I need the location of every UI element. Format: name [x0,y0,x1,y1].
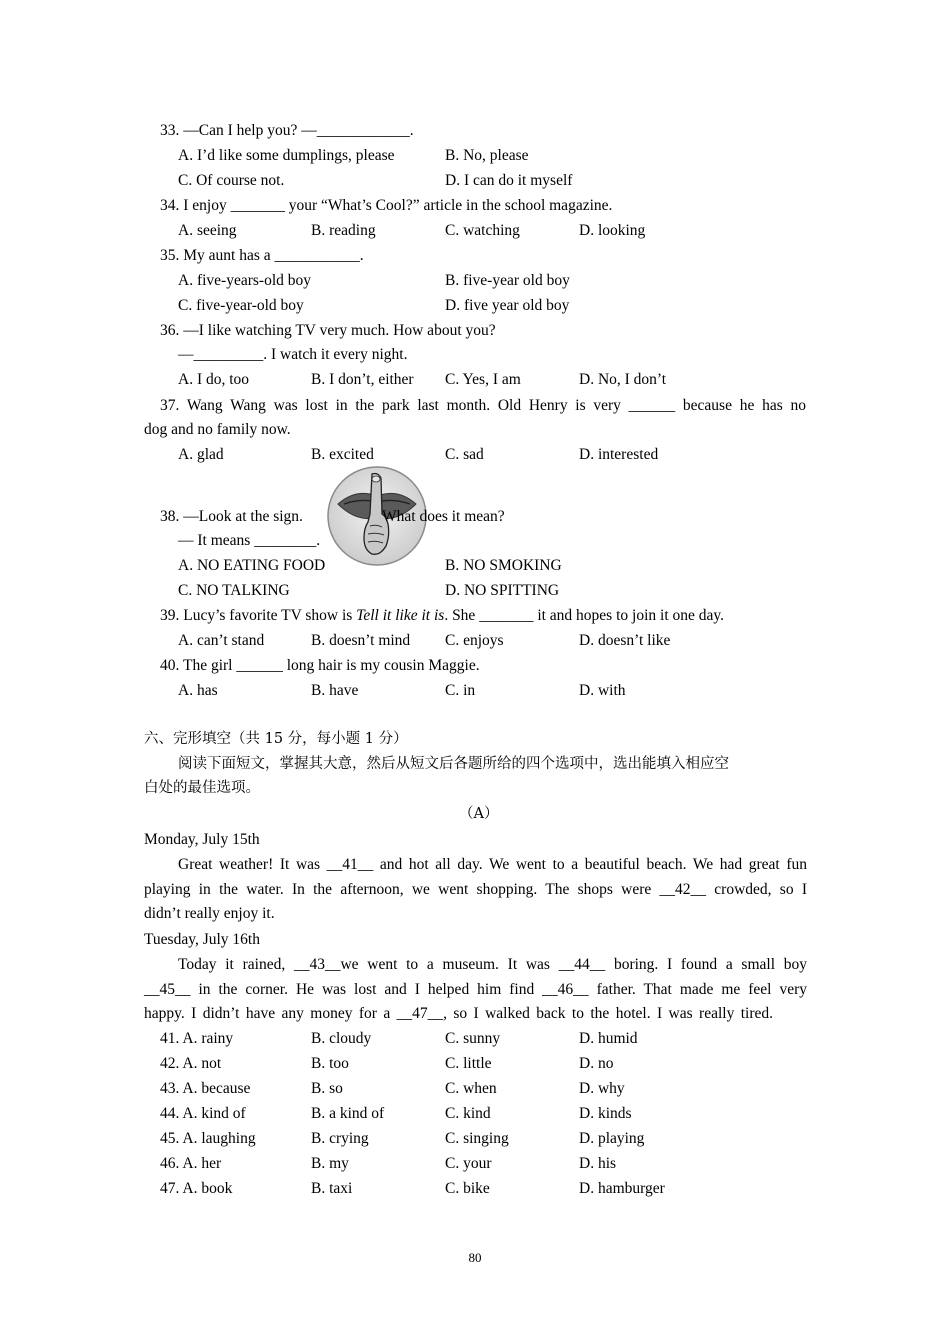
q35-option-a: A. five-years-old boy [178,272,311,289]
cloze-41-option-d: D. humid [579,1030,638,1047]
cloze-43-option-d: D. why [579,1080,625,1097]
cloze-45-option-c: C. singing [445,1130,509,1147]
cloze-45-option-a: 45. A. laughing [160,1130,256,1147]
q37-option-b: B. excited [311,446,374,463]
q35-option-b: B. five-year old boy [445,272,570,289]
q38-option-a: A. NO EATING FOOD [178,557,326,574]
passage-date-2: Tuesday, July 16th [144,931,260,948]
question-35-stem: 35. My aunt has a ___________. [160,247,364,264]
cloze-42-option-d: D. no [579,1055,614,1072]
q39-option-d: D. doesn’t like [579,632,671,649]
passage-p2-line-1: Today it rained, __43__we went to a museum. It was __44__ boring. I found a small boy [178,956,807,973]
question-36-reply: —_________. I watch it every night. [178,346,408,363]
q34-option-a: A. seeing [178,222,237,239]
q40-option-c: C. in [445,682,476,699]
q40-option-b: B. have [311,682,359,699]
q33-option-d: D. I can do it myself [445,172,573,189]
cloze-44-option-c: C. kind [445,1105,491,1122]
cloze-47-option-d: D. hamburger [579,1180,665,1197]
q37-option-d: D. interested [579,446,659,463]
passage-p2-line-2: __45__ in the corner. He was lost and I helped him find __46__ father. That made me feel very [144,981,807,998]
cloze-47-option-a: 47. A. book [160,1180,233,1197]
q38-option-d: D. NO SPITTING [445,582,560,599]
cloze-45-option-b: B. crying [311,1130,369,1147]
cloze-43-option-b: B. so [311,1080,343,1097]
q33-option-b: B. No, please [445,147,529,164]
q37-option-a: A. glad [178,446,224,463]
question-39-stem [160,605,724,627]
q36-option-c: C. Yes, I am [445,371,521,388]
q40-option-a: A. has [178,682,218,699]
question-37-stem: 37. Wang Wang was lost in the park last month. Old Henry is very ______ because he has no [160,397,806,414]
cloze-46-option-b: B. my [311,1155,349,1172]
cloze-41-option-c: C. sunny [445,1030,501,1047]
question-33-stem: 33. —Can I help you? —____________. [160,122,414,139]
section-6-heading: 六、完形填空（共 15 分，每小题 1 分） [144,731,408,747]
section-6-instruction-cont: 白处的最佳选项。 [144,780,260,796]
passage-p1-line-1: Great weather! It was __41__ and hot all day. We went to a beautiful beach. We had great fun [178,856,807,873]
passage-date-1: Monday, July 15th [144,831,260,848]
cloze-44-option-d: D. kinds [579,1105,632,1122]
q34-option-d: D. looking [579,222,646,239]
cloze-44-option-a: 44. A. kind of [160,1105,246,1122]
cloze-45-option-d: D. playing [579,1130,645,1147]
q39-stem-post: . She _______ it and hopes to join it one day. [444,607,725,624]
cloze-46-option-a: 46. A. her [160,1155,222,1172]
q35-option-c: C. five-year-old boy [178,297,304,314]
cloze-42-option-b: B. too [311,1055,349,1072]
q36-option-a: A. I do, too [178,371,250,388]
cloze-46-option-d: D. his [579,1155,617,1172]
cloze-43-option-c: C. when [445,1080,497,1097]
q38-option-b: B. NO SMOKING [445,557,562,574]
q36-option-d: D. No, I don’t [579,371,667,388]
q39-stem-pre: 39. Lucy’s favorite TV show is [160,607,357,624]
q33-option-c: C. Of course not. [178,172,285,189]
passage-part-label: （A） [459,806,499,822]
section-6-instruction: 阅读下面短文，掌握其大意，然后从短文后各题所给的四个选项中，选出能填入相应空 [178,756,729,772]
page-number: 80 [468,1250,482,1265]
cloze-47-option-b: B. taxi [311,1180,353,1197]
q34-option-b: B. reading [311,222,376,239]
cloze-42-option-a: 42. A. not [160,1055,222,1072]
q38-option-c: C. NO TALKING [178,582,290,599]
q39-show-title: Tell it like it is [356,607,445,624]
q33-option-a: A. I’d like some dumplings, please [178,147,395,164]
passage-p2-line-3: happy. I didn’t have any money for a __47__, so I walked back to the hotel. I was really tired. [144,1005,773,1022]
question-40-stem: 40. The girl ______ long hair is my cousin Maggie. [160,657,480,674]
passage-p1-line-3: didn’t really enjoy it. [144,905,275,922]
cloze-47-option-c: C. bike [445,1180,490,1197]
q36-option-b: B. I don’t, either [311,371,414,388]
question-36-stem: 36. —I like watching TV very much. How about you? [160,322,496,339]
question-37-stem-cont: dog and no family now. [144,421,291,438]
q34-option-c: C. watching [445,222,520,239]
cloze-44-option-b: B. a kind of [311,1105,385,1122]
q39-option-c: C. enjoys [445,632,504,649]
q39-option-b: B. doesn’t mind [311,632,411,649]
cloze-41-option-b: B. cloudy [311,1030,372,1047]
q40-option-d: D. with [579,682,626,699]
q39-option-a: A. can’t stand [178,632,265,649]
cloze-46-option-c: C. your [445,1155,492,1172]
cloze-43-option-a: 43. A. because [160,1080,251,1097]
question-38-reply: — It means ________. [178,532,321,549]
q37-option-c: C. sad [445,446,484,463]
cloze-42-option-c: C. little [445,1055,492,1072]
q35-option-d: D. five year old boy [445,297,570,314]
question-38-stem: 38. —Look at the sign. [160,508,303,525]
cloze-41-option-a: 41. A. rainy [160,1030,234,1047]
question-34-stem: 34. I enjoy _______ your “What’s Cool?” article in the school magazine. [160,197,613,214]
question-38-stem-end: What does it mean? [382,508,505,525]
passage-p1-line-2: playing in the water. In the afternoon, we went shopping. The shops were __42__ crowded, so I [144,881,807,898]
